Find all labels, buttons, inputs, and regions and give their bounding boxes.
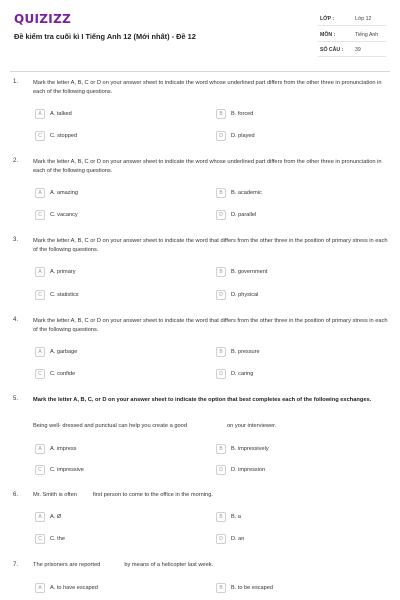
question-number: 4. [13, 317, 19, 323]
option-text: C. vacancy [50, 212, 78, 218]
meta-class-value: Lớp 12 [355, 16, 372, 22]
option-text: D. played [231, 133, 255, 139]
option-c[interactable] [35, 465, 195, 475]
option-letter-box[interactable]: C [35, 210, 45, 220]
option-text: C. impressive [50, 467, 84, 473]
option-b[interactable] [216, 512, 376, 522]
option-b[interactable] [216, 444, 376, 454]
option-letter-box[interactable]: B [216, 347, 226, 357]
option-a[interactable] [35, 267, 195, 277]
option-letter-box[interactable]: D [216, 465, 226, 475]
option-d[interactable] [216, 465, 376, 475]
option-a[interactable] [35, 109, 195, 119]
meta-subject-label: MÔN : [320, 32, 336, 38]
option-text: A. garbage [50, 349, 78, 355]
option-text: C. statistics [50, 292, 79, 298]
meta-count [318, 44, 386, 57]
question-number: 6. [13, 492, 19, 498]
meta-class-label: LỚP : [320, 16, 335, 22]
question-text: Mark the letter A, B, C or D on your answer sheet to indicate the word whose underlined part differs from the other three in pronunciation in each of the following questions. [33, 80, 382, 96]
option-text: B. to be escaped [231, 585, 273, 591]
option-text: D. an [231, 536, 245, 542]
option-letter-box[interactable]: B [216, 109, 226, 119]
option-text: D. parallel [231, 212, 257, 218]
question-text: Mark the letter A, B, C or D on your answer sheet to indicate the word that differs from the other three in the position of primary stress in each of the following questions. [33, 238, 388, 254]
option-text: D. physical [231, 292, 259, 298]
meta-count-value: 39 [355, 47, 361, 53]
sentence-part-1: Being well- dressed and punctual can help you create a good [33, 423, 187, 429]
sentence-part-2: first person to come to the office in the morning. [92, 492, 213, 498]
option-text: C. stopped [50, 133, 78, 139]
option-letter-box[interactable]: B [216, 267, 226, 277]
question-sentence [33, 562, 213, 568]
question-sentence [33, 423, 276, 429]
option-d[interactable] [216, 210, 376, 220]
option-letter-box[interactable]: A [35, 347, 45, 357]
option-letter-box[interactable]: B [216, 188, 226, 198]
option-letter-box[interactable]: C [35, 465, 45, 475]
worksheet-header [0, 0, 400, 70]
option-letter-box[interactable]: C [35, 290, 45, 300]
option-letter-box[interactable]: A [35, 444, 45, 454]
option-letter-box[interactable]: B [216, 583, 226, 593]
option-c[interactable] [35, 290, 195, 300]
meta-subject [318, 29, 386, 42]
option-text: B. impressively [231, 446, 269, 452]
option-c[interactable] [35, 210, 195, 220]
question-number: 7. [13, 562, 19, 568]
option-d[interactable] [216, 369, 376, 379]
option-c[interactable] [35, 534, 195, 544]
option-text: D. caring [231, 371, 254, 377]
sentence-part-1: Mr. Smith is often [33, 492, 77, 498]
option-text: A. talked [50, 111, 72, 117]
question-number: 1. [13, 79, 19, 85]
option-letter-box[interactable]: A [35, 583, 45, 593]
question-sentence [33, 492, 213, 498]
option-text: A. primary [50, 269, 76, 275]
option-text: B. pressure [231, 349, 260, 355]
option-letter-box[interactable]: B [216, 512, 226, 522]
option-letter-box[interactable]: D [216, 210, 226, 220]
option-letter-box[interactable]: C [35, 534, 45, 544]
question-text: Mark the letter A, B, C, or D on your answer sheet to indicate the option that best completes each of the following exchanges. [33, 397, 372, 403]
option-text: B. forced [231, 111, 254, 117]
option-text: D. impression [231, 467, 266, 473]
option-b[interactable] [216, 347, 376, 357]
question-text: Mark the letter A, B, C or D on your answer sheet to indicate the word whose underlined part differs from the other three in pronunciation in each of the following questions. [33, 159, 382, 175]
option-letter-box[interactable]: C [35, 369, 45, 379]
option-c[interactable] [35, 131, 195, 141]
option-a[interactable] [35, 188, 195, 198]
question-number: 2. [13, 158, 19, 164]
option-d[interactable] [216, 290, 376, 300]
option-a[interactable] [35, 512, 195, 522]
option-c[interactable] [35, 369, 195, 379]
option-text: B. a [231, 514, 241, 520]
option-d[interactable] [216, 534, 376, 544]
sentence-part-2: by means of a helicopter last week. [124, 562, 214, 568]
header-divider [10, 71, 390, 72]
sentence-part-2: on your interviewer. [226, 423, 277, 429]
option-text: B. academic [231, 190, 262, 196]
option-a[interactable] [35, 583, 195, 593]
option-b[interactable] [216, 267, 376, 277]
page-title: Đề kiểm tra cuối kì I Tiếng Anh 12 (Mới nhất) - Đề 12 [14, 32, 196, 41]
option-text: A. Ø [50, 514, 62, 520]
option-letter-box[interactable]: D [216, 290, 226, 300]
question-text: Mark the letter A, B, C or D on your answer sheet to indicate the word that differs from the other three in the position of primary stress in each of the following questions. [33, 318, 388, 334]
question-number: 3. [13, 237, 19, 243]
option-text: A. to have escaped [50, 585, 98, 591]
sentence-part-1: The prisoners are reported [33, 562, 101, 568]
option-a[interactable] [35, 444, 195, 454]
option-letter-box[interactable]: D [216, 369, 226, 379]
option-letter-box[interactable]: D [216, 534, 226, 544]
option-letter-box[interactable]: A [35, 109, 45, 119]
option-letter-box[interactable]: B [216, 444, 226, 454]
option-text: A. amazing [50, 190, 78, 196]
option-a[interactable] [35, 347, 195, 357]
meta-subject-value: Tiếng Anh [355, 32, 379, 38]
option-text: A. impress [50, 446, 77, 452]
option-text: C. the [50, 536, 65, 542]
option-letter-box[interactable]: A [35, 512, 45, 522]
quizizz-logo: QUIZIZZ [14, 12, 72, 26]
question-number: 5. [13, 396, 19, 402]
option-text: C. confide [50, 371, 76, 377]
option-letter-box[interactable]: A [35, 267, 45, 277]
option-letter-box[interactable]: A [35, 188, 45, 198]
option-letter-box[interactable]: C [35, 131, 45, 141]
meta-count-label: SỐ CÂU : [320, 47, 344, 53]
option-letter-box[interactable]: D [216, 131, 226, 141]
option-b[interactable] [216, 188, 376, 198]
meta-class [318, 13, 386, 26]
option-b[interactable] [216, 109, 376, 119]
option-d[interactable] [216, 131, 376, 141]
option-text: B. government [231, 269, 268, 275]
option-b[interactable] [216, 583, 376, 593]
